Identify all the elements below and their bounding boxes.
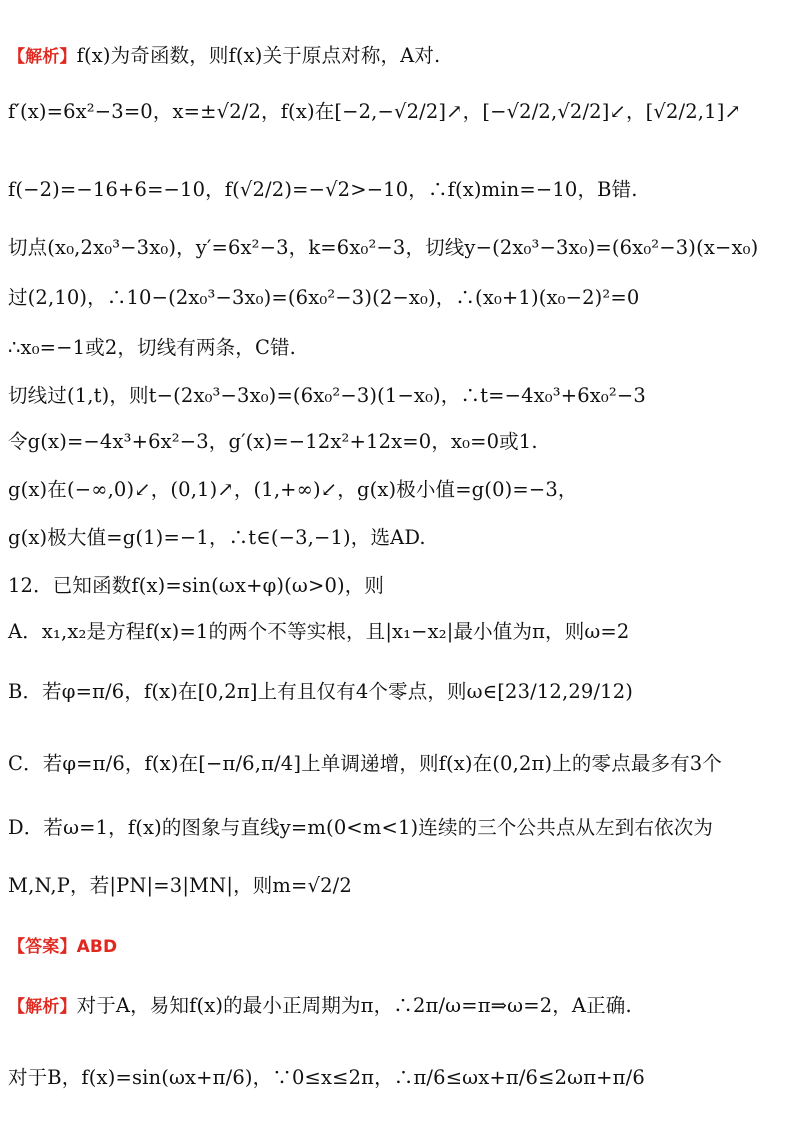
- solution-11-line-3: f(−2)=−16+6=−10，f(√2/2)=−√2>−10，∴f(x)min=−10，B错.: [8, 178, 638, 201]
- analysis-tag: 【解析】: [8, 47, 77, 67]
- solution-11-line-8: 令g(x)=−4x³+6x²−3，g′(x)=−12x²+12x=0，x₀=0或1.: [8, 430, 538, 453]
- problem-12-option-d-cont: M,N,P，若|PN|=3|MN|，则m=√2/2: [8, 874, 352, 897]
- problem-12-option-a: A．x₁,x₂是方程f(x)=1的两个不等实根，且|x₁−x₂|最小值为π，则ω=2: [8, 620, 630, 643]
- solution-11-line-7: 切线过(1,t)，则t−(2x₀³−3x₀)=(6x₀²−3)(1−x₀)，∴t=−4x₀³+6x₀²−3: [8, 384, 646, 407]
- solution-11-line-6: ∴x₀=−1或2，切线有两条，C错.: [8, 336, 297, 359]
- problem-12-option-c: C．若φ=π/6，f(x)在[−π/6,π/4]上单调递增，则f(x)在(0,2π)上的零点最多有3个: [8, 752, 723, 775]
- solution-11-line-10: g(x)极大值=g(1)=−1，∴t∈(−3,−1)，选AD.: [8, 526, 426, 549]
- answer-tag: 【答案】: [8, 937, 77, 957]
- solution-12-line-2: 对于B，f(x)=sin(ωx+π/6)，∵0≤x≤2π，∴π/6≤ωx+π/6≤2ωπ+π/6: [8, 1066, 645, 1089]
- answer-value: ABD: [76, 937, 118, 957]
- solution-12-line-1: 【解析】对于A，易知f(x)的最小正周期为π，∴2π/ω=π⇒ω=2，A正确.: [8, 994, 632, 1017]
- solution-11-line-5: 过(2,10)，∴10−(2x₀³−3x₀)=(6x₀²−3)(2−x₀)，∴(x₀+1)(x₀−2)²=0: [8, 286, 640, 309]
- problem-12-option-b: B．若φ=π/6，f(x)在[0,2π]上有且仅有4个零点，则ω∈[23/12,29/12): [8, 680, 634, 703]
- problem-12-option-d: D．若ω=1，f(x)的图象与直线y=m(0<m<1)连续的三个公共点从左到右依次为: [8, 816, 714, 839]
- answer-12: [8, 934, 794, 957]
- solution-11-line-9: g(x)在(−∞,0)↙，(0,1)↗，(1,+∞)↙，g(x)极小值=g(0)=−3，: [8, 478, 578, 501]
- solution-11-line-1: 【解析】f(x)为奇函数，则f(x)关于原点对称，A对.: [8, 44, 441, 67]
- analysis-tag-2: 【解析】: [8, 997, 77, 1017]
- solution-11-line-2: f′(x)=6x²−3=0，x=±√2/2，f(x)在[−2,−√2/2]↗，[−√2/2,√2/2]↙，[√2/2,1]↗: [8, 100, 741, 123]
- solution-11-line-4: 切点(x₀,2x₀³−3x₀)，y′=6x²−3，k=6x₀²−3，切线y−(2x₀³−3x₀)=(6x₀²−3)(x−x₀): [8, 236, 759, 259]
- problem-12-stem: 12．已知函数f(x)=sin(ωx+φ)(ω>0)，则: [8, 574, 385, 597]
